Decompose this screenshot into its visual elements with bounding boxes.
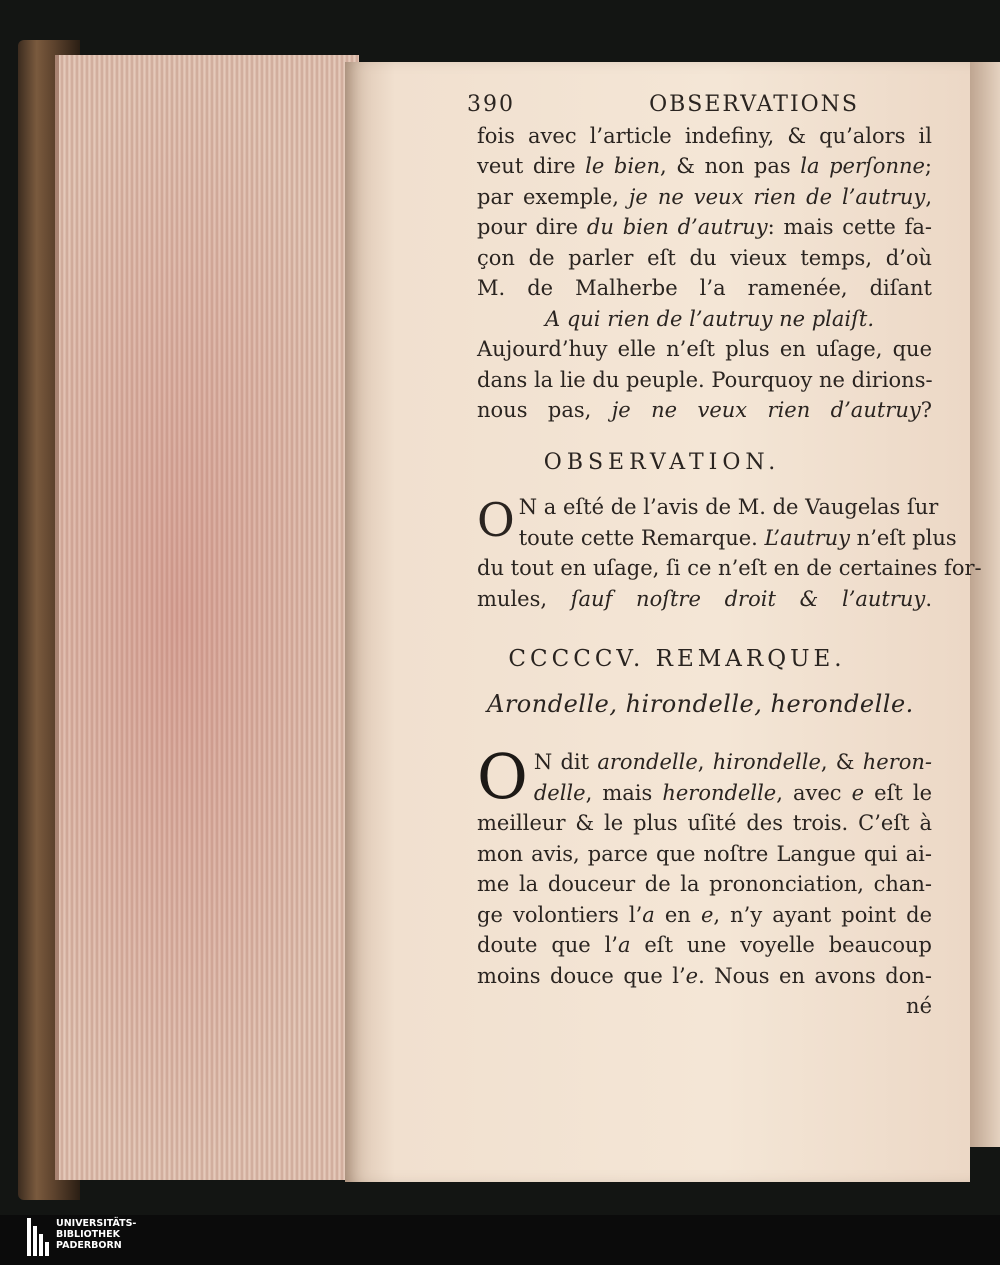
text-line: [477, 961, 932, 992]
text-span: : mais cette fa-: [767, 215, 932, 239]
text-span: N dit: [533, 750, 598, 774]
text-span: Aujourd’huy elle n’eſt plus en uſage, que: [477, 337, 932, 361]
text-span: N a eſté de l’avis de M. de Vaugelas ſur: [518, 495, 939, 519]
text-span: , avec: [776, 780, 852, 805]
remarque-heading: CCCCCV. REMARQUE.: [508, 646, 846, 672]
text-span: ,: [925, 184, 932, 209]
remarque-paragraph: [477, 740, 933, 991]
text-span: toute cette Remarque.: [518, 525, 765, 550]
text-span: a: [617, 933, 631, 957]
text-line: [477, 151, 932, 182]
text-span: moins douce que l’: [477, 963, 686, 988]
text-span: L’autruy: [764, 525, 850, 550]
text-line: [477, 778, 932, 809]
text-span: A qui rien de l’autruy ne plaiſt.: [545, 306, 875, 331]
remarque-title: Arondelle, hirondelle, herondelle.: [487, 689, 914, 718]
drop-cap: O: [477, 493, 515, 547]
text-line: [477, 243, 932, 274]
text-span: nous pas,: [477, 398, 612, 422]
text-span: , n’y ayant point de: [713, 902, 932, 927]
footer-bar: [0, 1215, 1000, 1265]
text-span: me la douceur de la prononciation, chan-: [477, 872, 932, 896]
text-span: pour dire: [477, 215, 587, 239]
text-span: , &: [820, 750, 863, 774]
text-line: [477, 212, 932, 243]
text-span: ;: [924, 154, 932, 178]
facing-page-edge: [965, 62, 1000, 1147]
text-span: fois avec l’article indefiny, & qu’alors il: [477, 123, 932, 148]
text-span: delle: [533, 780, 586, 805]
text-line: [477, 930, 932, 961]
text-span: doute que l’: [477, 933, 618, 957]
text-line: [477, 121, 932, 152]
text-span: je ne veux rien de l’autruy: [628, 184, 926, 209]
text-span: heron-: [862, 750, 933, 774]
text-span: eſt le: [864, 780, 932, 805]
top-passage: [477, 121, 932, 426]
text-span: du bien d’autruy: [586, 215, 768, 239]
text-span: je ne veux rien d’autruy: [611, 398, 921, 422]
text-line: [477, 273, 932, 304]
text-line: [477, 365, 932, 396]
text-span: e: [851, 780, 865, 805]
text-line: [477, 182, 932, 213]
text-span: veut dire: [477, 154, 586, 178]
text-span: eſt une voyelle beaucoup: [630, 933, 932, 957]
observation-paragraph: [477, 492, 982, 614]
library-name-line-1: UNIVERSITÄTS-: [56, 1218, 137, 1229]
running-head-title: OBSERVATIONS: [649, 92, 859, 117]
text-span: en: [654, 902, 701, 927]
text-line: [477, 523, 957, 554]
text-line: [477, 395, 932, 426]
text-span: le bien: [585, 154, 660, 178]
catchword: né: [906, 994, 932, 1018]
library-name: [56, 1218, 136, 1251]
book-page: [345, 62, 982, 1182]
library-name-line-2: BIBLIOTHEK: [56, 1229, 120, 1240]
text-span: meilleur & le plus uſité des trois. C’eſt à: [477, 811, 932, 835]
text-span: .: [925, 586, 932, 611]
text-line: [477, 808, 932, 839]
library-logo-icon: [27, 1218, 49, 1256]
book-page-edges: [55, 55, 359, 1180]
text-span: mules,: [477, 586, 571, 611]
text-span: M. de Malherbe l’a ramenée, diſant: [477, 276, 932, 300]
text-span: . Nous en avons don-: [698, 963, 932, 988]
text-span: , mais: [585, 780, 663, 805]
text-span: ge volontiers l’: [477, 902, 643, 927]
text-line: [477, 900, 932, 931]
observation-heading: OBSERVATION.: [543, 449, 781, 475]
text-span: çon de parler eſt du vieux temps, d’où: [477, 245, 932, 270]
text-span: , & non pas: [660, 154, 801, 178]
text-span: par exemple,: [477, 184, 629, 209]
text-line: [477, 839, 932, 870]
text-line: [477, 584, 932, 615]
text-span: du tout en uſage, ſi ce n’eſt en de certaines for-: [477, 556, 982, 580]
text-span: a: [642, 902, 655, 927]
text-line: [477, 869, 932, 900]
text-line: [477, 553, 982, 584]
text-span: e: [685, 963, 699, 988]
text-span: e: [700, 902, 714, 927]
text-line: [477, 492, 939, 523]
page-content: [467, 90, 982, 1022]
text-line: [477, 304, 932, 335]
text-span: n’eſt plus: [850, 525, 957, 550]
text-span: arondelle: [597, 750, 698, 774]
drop-cap: O: [477, 740, 528, 813]
text-span: hirondelle: [712, 750, 821, 774]
text-span: ?: [920, 398, 932, 422]
text-line: [477, 747, 932, 778]
text-span: mon avis, parce que noſtre Langue qui ai-: [477, 841, 932, 866]
page-number: 390: [467, 92, 515, 117]
text-span: herondelle: [662, 780, 777, 805]
text-span: la perſonne: [800, 154, 925, 178]
text-span: ,: [697, 750, 713, 774]
library-name-line-3: PADERBORN: [56, 1240, 122, 1251]
text-line: [477, 334, 932, 365]
running-head: [467, 90, 859, 121]
text-span: dans la lie du peuple. Pourquoy ne dirions-: [477, 367, 933, 392]
text-span: ſauf noſtre droit & l’autruy: [570, 586, 926, 611]
